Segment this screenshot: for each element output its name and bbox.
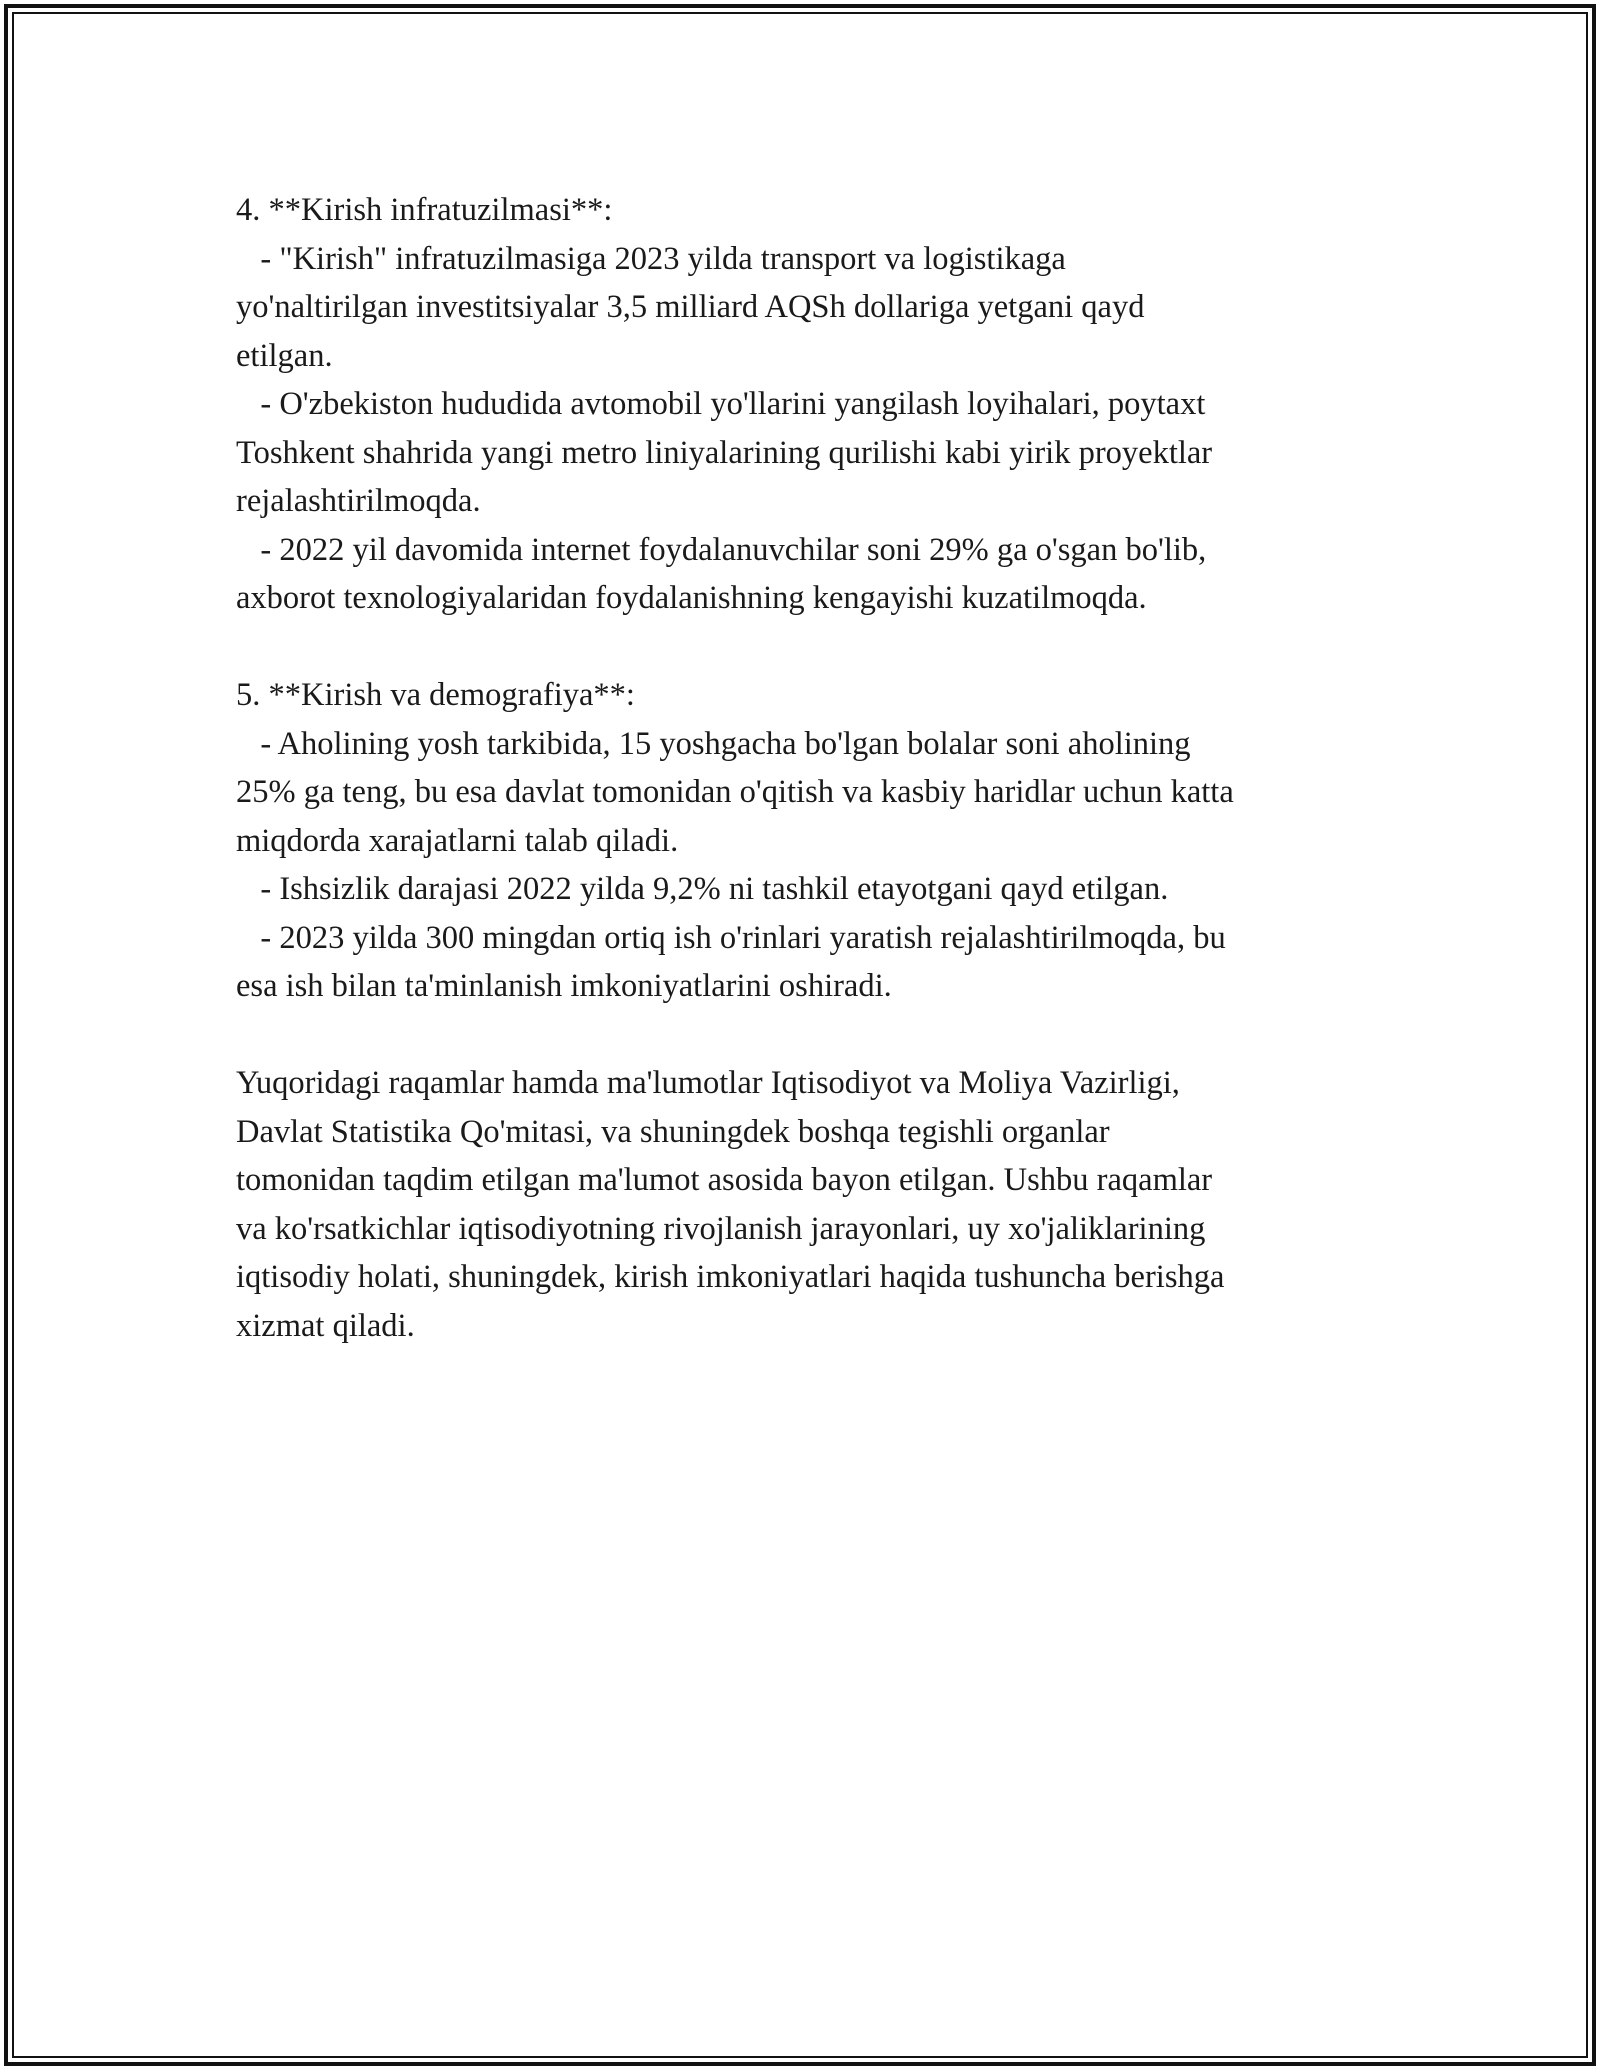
section-4-heading: 4. **Kirish infratuzilmasi**: (236, 192, 613, 228)
section-5-bullet-2: - Ishsizlik darajasi 2022 yilda 9,2% ni tashkil etayotgani qayd etilgan. (236, 871, 1169, 907)
section-4-bullet-3: - 2022 yil davomida internet foydalanuvchilar soni 29% ga o'sgan bo'lib, axborot texnologiyalaridan foydalanishning kengayishi kuzatilmoqda. (236, 531, 1207, 616)
section-5-bullet-3: - 2023 yilda 300 mingdan ortiq ish o'rinlari yaratish rejalashtirilmoqda, bu esa ish bilan ta'minlanish imkoniyatlarini oshiradi. (236, 919, 1226, 1004)
section-5-bullet-1: - Aholining yosh tarkibida, 15 yoshgacha bo'lgan bolalar soni aholining 25% ga teng, bu esa davlat tomonidan o'qitish va kasbiy haridlar uchun katta miqdorda xarajatlarni talab qiladi. (236, 725, 1234, 859)
section-4-bullet-1: - "Kirish" infratuzilmasiga 2023 yilda transport va logistikaga yo'naltirilgan investitsiyalar 3,5 milliard AQSh dollariga yetgani qayd etilgan. (236, 240, 1145, 374)
section-5-heading: 5. **Kirish va demografiya**: (236, 677, 635, 713)
document-body (236, 186, 1376, 1350)
paragraph-gap (236, 623, 1376, 672)
paragraph-gap (236, 1011, 1376, 1060)
section-4-bullet-2: - O'zbekiston hududida avtomobil yo'llarini yangilash loyihalari, poytaxt Toshkent shahrida yangi metro liniyalarining qurilishi kabi yirik proyektlar rejalashtirilmoqda. (236, 386, 1213, 519)
conclusion-paragraph: Yuqoridagi raqamlar hamda ma'lumotlar Iqtisodiyot va Moliya Vazirligi, Davlat Statistika Qo'mitasi, va shuningdek boshqa tegishli organlar tomonidan taqdim etilgan ma'lumot asosida bayon etilgan. Ushbu raqamlar va ko'rsatkichlar iqtisodiyotning rivojlanish jarayonlari, uy xo'jaliklarining iqtisodiy holati, shuningdek, kirish imkoniyatlari haqida tushuncha berishga xizmat qiladi. (236, 1065, 1225, 1344)
